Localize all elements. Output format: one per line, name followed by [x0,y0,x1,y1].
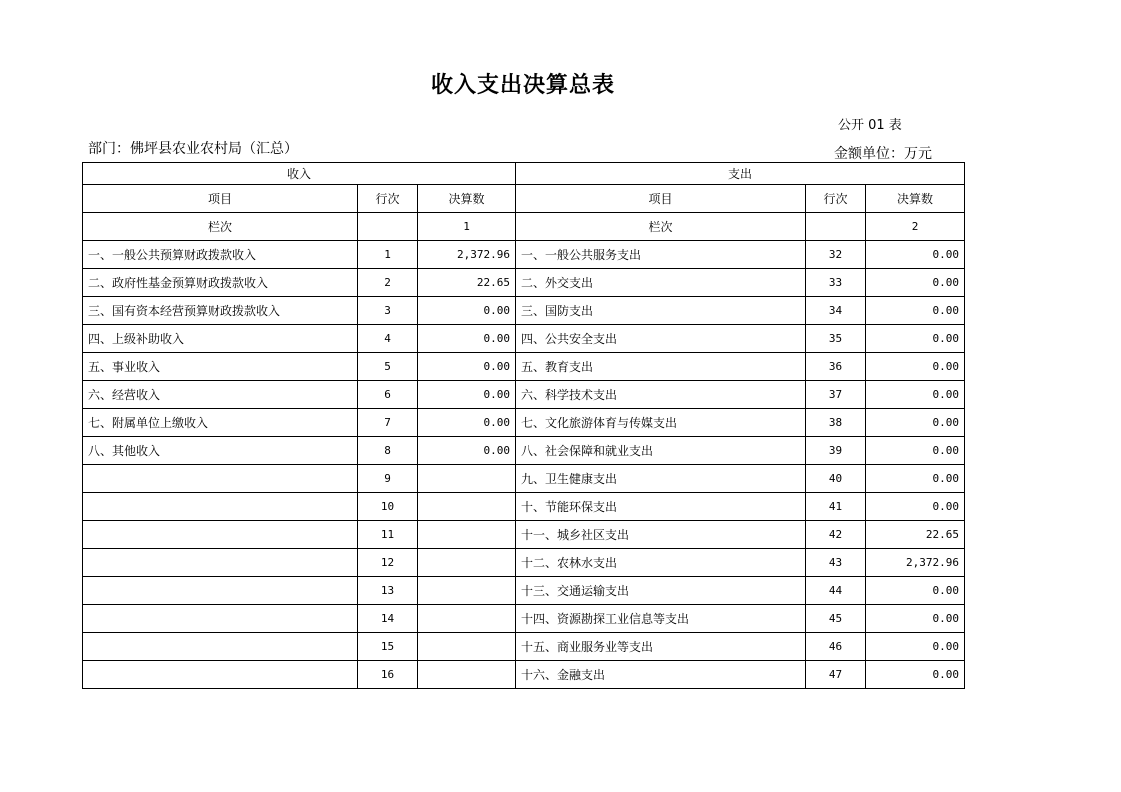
income-line-cell: 16 [358,661,418,689]
expense-line-cell: 46 [806,633,866,661]
expense-line-cell: 42 [806,521,866,549]
table-row [83,241,965,269]
income-amount-cell [418,577,516,605]
expense-line-cell: 32 [806,241,866,269]
income-amount-cell: 0.00 [418,409,516,437]
expense-section-header: 支出 [516,163,965,185]
expense-line-cell: 34 [806,297,866,325]
income-item-cell: 五、事业收入 [83,353,358,381]
table-row [83,549,965,577]
income-amount-cell: 2,372.96 [418,241,516,269]
income-line-cell: 8 [358,437,418,465]
expense-item-cell: 三、国防支出 [516,297,806,325]
table-row [83,269,965,297]
expense-line-cell: 39 [806,437,866,465]
expense-line-cell: 38 [806,409,866,437]
expense-item-cell: 六、科学技术支出 [516,381,806,409]
column-header-row [83,185,965,213]
income-amount-cell [418,521,516,549]
expense-amount-cell: 0.00 [866,241,965,269]
income-item-cell [83,605,358,633]
expense-column-number: 2 [866,213,965,241]
expense-line-cell: 37 [806,381,866,409]
income-item-cell: 二、政府性基金预算财政拨款收入 [83,269,358,297]
income-item-cell: 七、附属单位上缴收入 [83,409,358,437]
income-line-cell: 6 [358,381,418,409]
table-row [83,409,965,437]
income-amount-cell: 0.00 [418,297,516,325]
expense-line-header: 行次 [806,185,866,213]
income-item-cell: 六、经营收入 [83,381,358,409]
expense-amount-cell: 0.00 [866,297,965,325]
table-row [83,325,965,353]
income-line-cell: 11 [358,521,418,549]
income-item-cell [83,465,358,493]
expense-item-cell: 八、社会保障和就业支出 [516,437,806,465]
income-item-cell [83,549,358,577]
expense-item-cell: 七、文化旅游体育与传媒支出 [516,409,806,437]
expense-amount-cell: 0.00 [866,605,965,633]
income-amount-cell [418,633,516,661]
expense-line-cell: 40 [806,465,866,493]
expense-amount-header: 决算数 [866,185,965,213]
income-line-cell: 15 [358,633,418,661]
income-column-label: 栏次 [83,213,358,241]
expense-item-cell: 十一、城乡社区支出 [516,521,806,549]
expense-amount-cell: 0.00 [866,437,965,465]
table-row [83,297,965,325]
income-line-cell: 9 [358,465,418,493]
income-line-cell: 7 [358,409,418,437]
income-item-cell: 四、上级补助收入 [83,325,358,353]
expense-line-cell: 44 [806,577,866,605]
expense-amount-cell: 22.65 [866,521,965,549]
income-amount-cell: 0.00 [418,437,516,465]
expense-item-cell: 二、外交支出 [516,269,806,297]
expense-line-cell: 35 [806,325,866,353]
expense-amount-cell: 0.00 [866,353,965,381]
expense-amount-cell: 0.00 [866,381,965,409]
expense-item-cell: 十、节能环保支出 [516,493,806,521]
expense-amount-cell: 0.00 [866,633,965,661]
income-item-cell: 三、国有资本经营预算财政拨款收入 [83,297,358,325]
income-amount-cell: 22.65 [418,269,516,297]
income-line-cell: 2 [358,269,418,297]
income-line-cell: 4 [358,325,418,353]
expense-amount-cell: 0.00 [866,269,965,297]
income-amount-cell: 0.00 [418,325,516,353]
income-item-cell [83,633,358,661]
expense-item-cell: 四、公共安全支出 [516,325,806,353]
income-amount-header: 决算数 [418,185,516,213]
expense-column-label: 栏次 [516,213,806,241]
form-number: 公开 01 表 [838,118,902,133]
expense-line-cell: 36 [806,353,866,381]
expense-item-header: 项目 [516,185,806,213]
table-row [83,633,965,661]
income-amount-cell: 0.00 [418,381,516,409]
income-expense-table [82,162,965,689]
income-amount-cell [418,549,516,577]
table-row [83,521,965,549]
income-amount-cell [418,465,516,493]
table-row [83,353,965,381]
expense-amount-cell: 0.00 [866,661,965,689]
expense-line-cell: 33 [806,269,866,297]
expense-line-cell: 41 [806,493,866,521]
expense-item-cell: 十四、资源勘探工业信息等支出 [516,605,806,633]
table-row [83,605,965,633]
income-item-cell [83,521,358,549]
income-line-blank [358,213,418,241]
expense-line-cell: 47 [806,661,866,689]
income-line-cell: 12 [358,549,418,577]
column-number-row [83,213,965,241]
table-row [83,493,965,521]
expense-amount-cell: 0.00 [866,409,965,437]
table-row [83,661,965,689]
income-amount-cell: 0.00 [418,353,516,381]
expense-amount-cell: 0.00 [866,325,965,353]
income-item-header: 项目 [83,185,358,213]
income-line-cell: 14 [358,605,418,633]
income-amount-cell [418,661,516,689]
table-row [83,465,965,493]
expense-line-cell: 45 [806,605,866,633]
income-line-header: 行次 [358,185,418,213]
income-amount-cell [418,493,516,521]
income-line-cell: 1 [358,241,418,269]
income-item-cell [83,577,358,605]
income-line-cell: 5 [358,353,418,381]
expense-line-blank [806,213,866,241]
expense-amount-cell: 0.00 [866,577,965,605]
expense-item-cell: 五、教育支出 [516,353,806,381]
expense-amount-cell: 0.00 [866,465,965,493]
income-item-cell: 八、其他收入 [83,437,358,465]
table-row [83,437,965,465]
income-item-cell [83,493,358,521]
income-line-cell: 10 [358,493,418,521]
expense-item-cell: 九、卫生健康支出 [516,465,806,493]
expense-item-cell: 一、一般公共服务支出 [516,241,806,269]
table-row [83,577,965,605]
income-line-cell: 13 [358,577,418,605]
expense-item-cell: 十三、交通运输支出 [516,577,806,605]
income-amount-cell [418,605,516,633]
department-label: 部门：佛坪县农业农村局（汇总） [88,141,298,157]
expense-amount-cell: 0.00 [866,493,965,521]
page-title: 收入支出决算总表 [430,73,615,98]
expense-item-cell: 十二、农林水支出 [516,549,806,577]
income-section-header: 收入 [83,163,516,185]
section-header-row [83,163,965,185]
expense-line-cell: 43 [806,549,866,577]
income-item-cell: 一、一般公共预算财政拨款收入 [83,241,358,269]
income-item-cell [83,661,358,689]
table-row [83,381,965,409]
expense-amount-cell: 2,372.96 [866,549,965,577]
expense-item-cell: 十六、金融支出 [516,661,806,689]
income-line-cell: 3 [358,297,418,325]
amount-unit-label: 金额单位：万元 [834,146,932,162]
expense-item-cell: 十五、商业服务业等支出 [516,633,806,661]
income-column-number: 1 [418,213,516,241]
